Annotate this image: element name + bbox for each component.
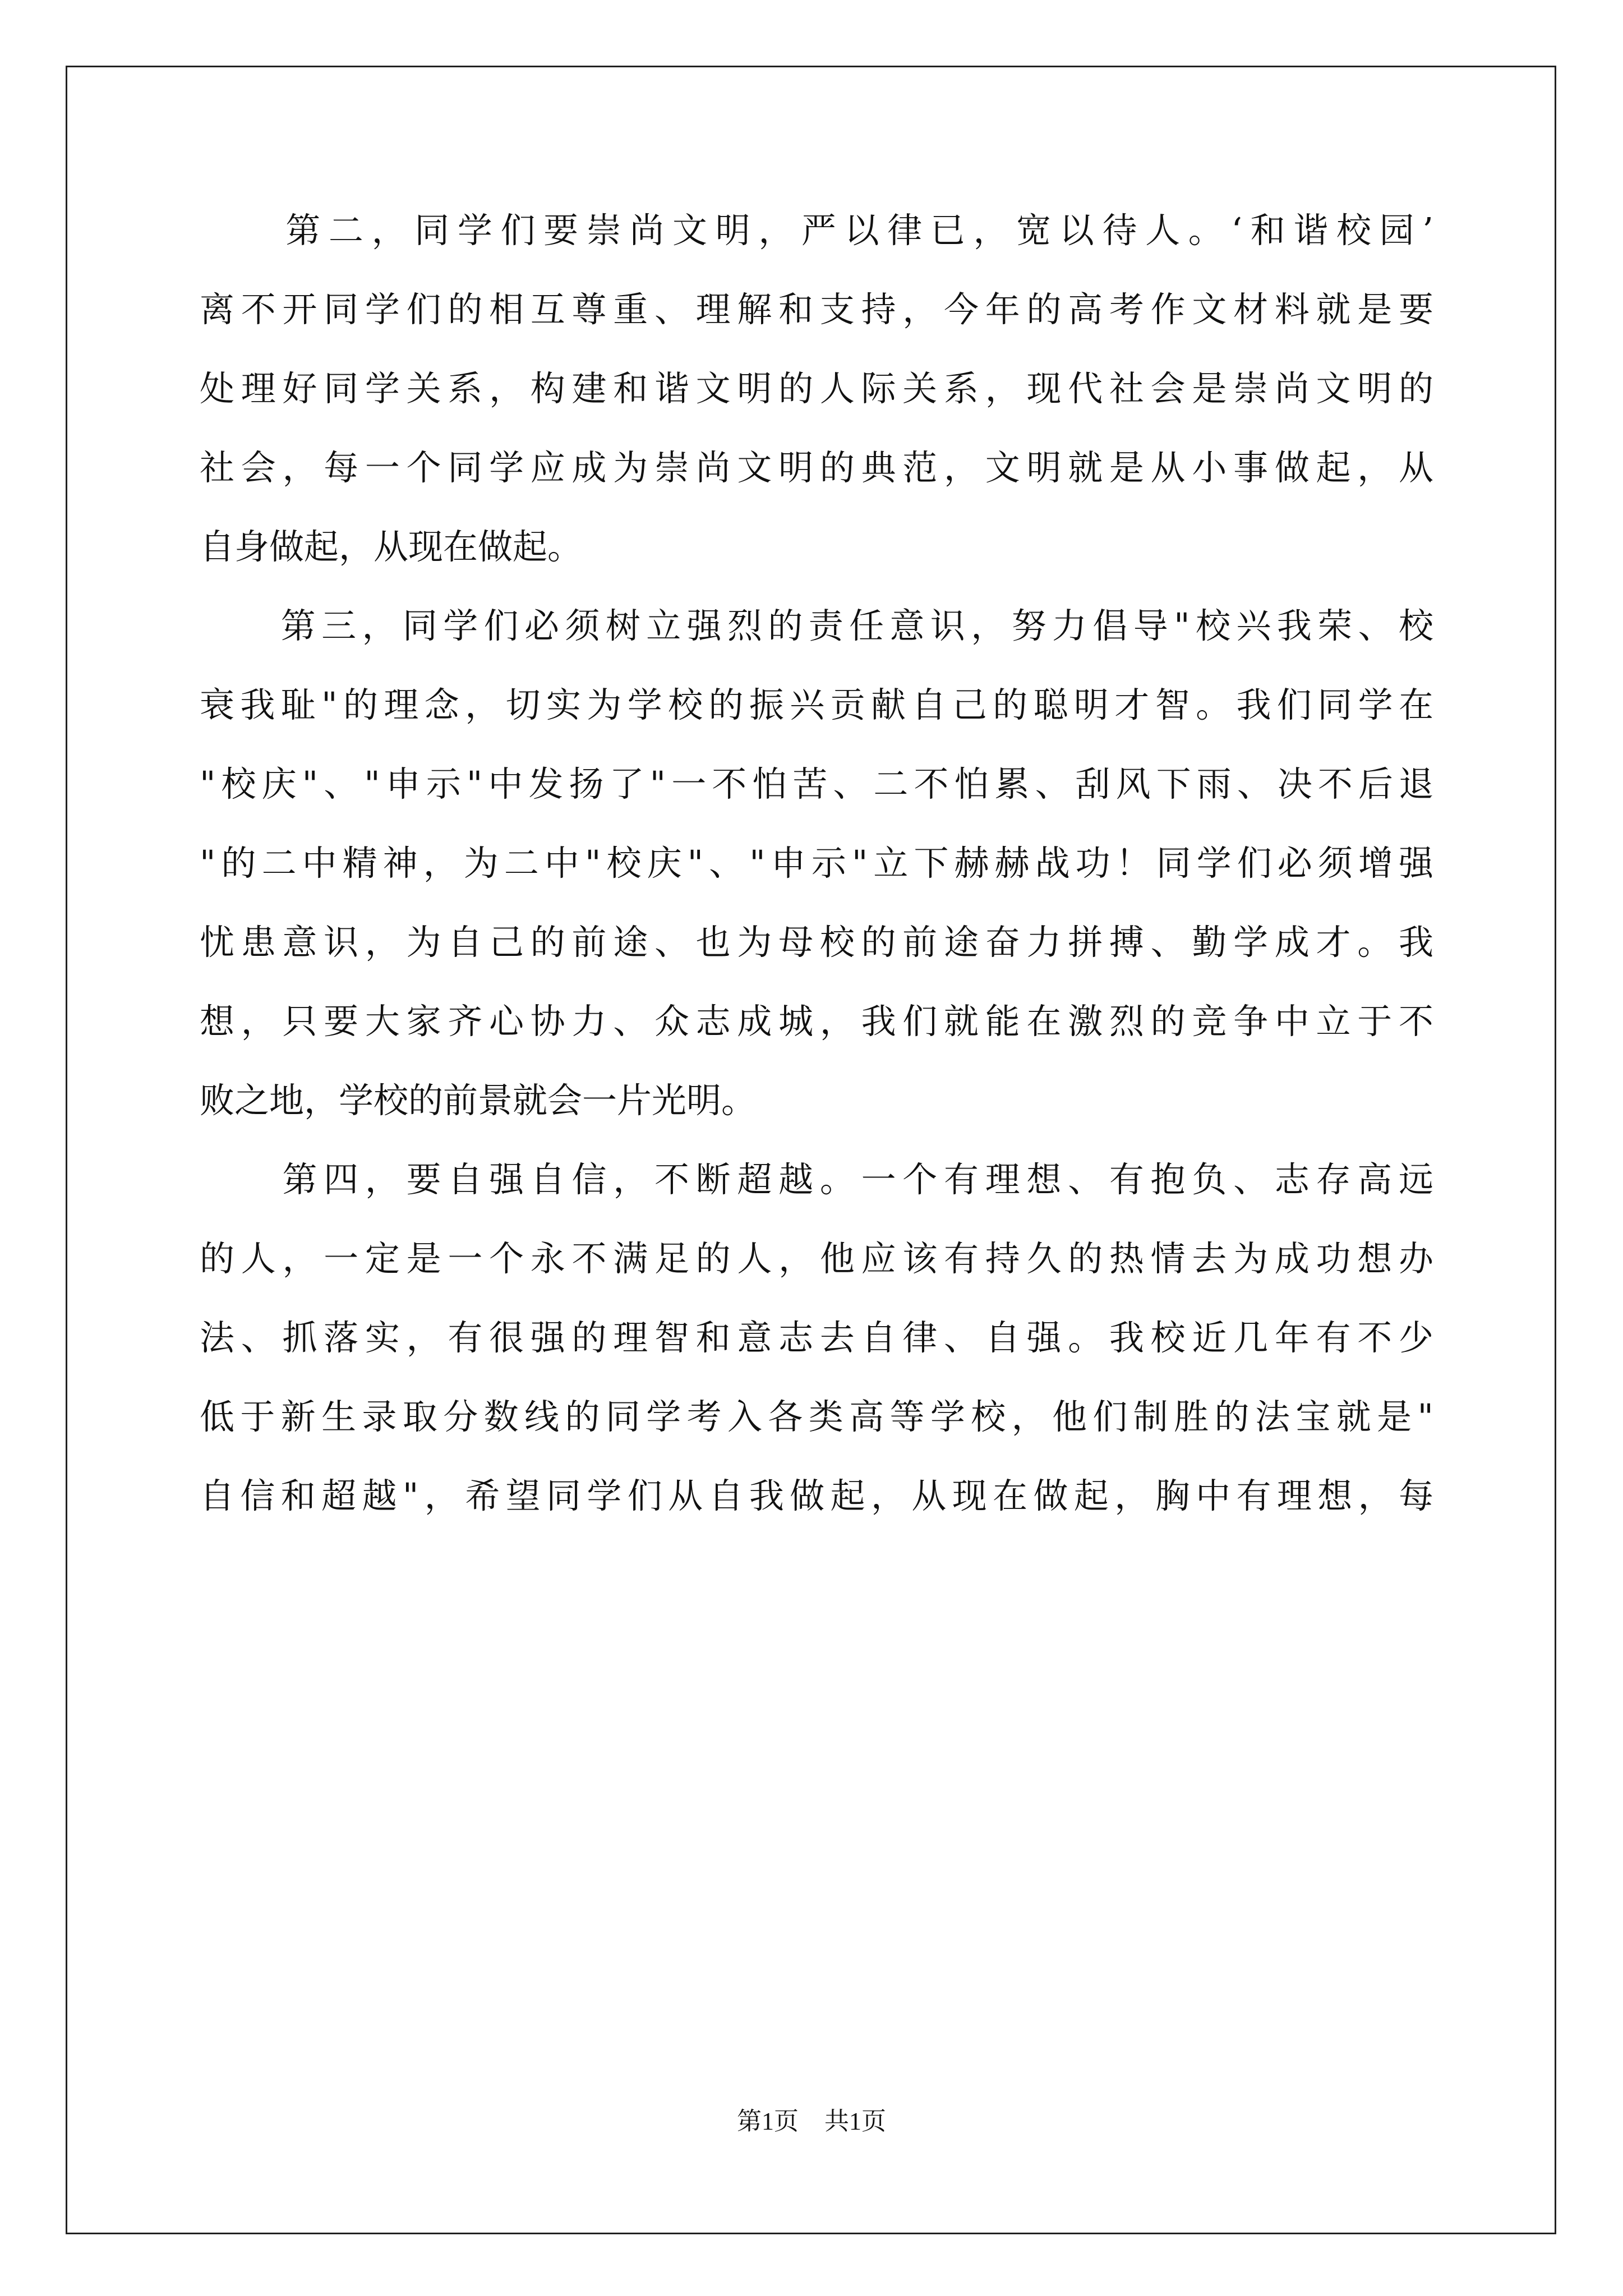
text-line: 低于新生录取分数线的同学考入各类高等学校，他们制胜的法宝就是" [200,1396,1433,1437]
text-line: 第二，同学们要崇尚文明，严以律已，宽以待人。‘和谐校园’ [200,210,1433,251]
text-line: 自信和超越"，希望同学们从自我做起，从现在做起，胸中有理想，每 [200,1475,1433,1516]
text-line: 离不开同学们的相互尊重、理解和支持，今年的高考作文材料就是要 [200,289,1433,330]
text-line: 自身做起，从现在做起。 [200,526,583,567]
text-line: 处理好同学关系，构建和谐文明的人际关系，现代社会是崇尚文明的 [200,368,1433,409]
text-line: 的人，一定是一个永不满足的人，他应该有持久的热情去为成功想办 [200,1238,1433,1279]
text-line: 法、抓落实，有很强的理智和意志去自律、自强。我校近几年有不少 [200,1317,1433,1358]
text-line: 衰我耻"的理念，切实为学校的振兴贡献自己的聪明才智。我们同学在 [200,684,1433,725]
text-line: 忧患意识，为自己的前途、也为母校的前途奋力拼搏、勤学成才。我 [200,922,1433,963]
text-line: 社会，每一个同学应成为崇尚文明的典范，文明就是从小事做起，从 [200,447,1433,488]
text-line: "校庆"、"申示"中发扬了"一不怕苦、二不怕累、刮风下雨、决不后退 [200,763,1433,804]
text-line: 第三，同学们必须树立强烈的责任意识，努力倡导"校兴我荣、校 [200,605,1433,646]
text-line: "的二中精神，为二中"校庆"、"申示"立下赫赫战功！同学们必须增强 [200,843,1433,884]
text-line: 败之地，学校的前景就会一片光明。 [200,1080,757,1121]
document-body [200,191,1433,1535]
page-footer [0,2101,1623,2137]
page-number: 第1页 [737,2108,799,2135]
text-line: 第四，要自强自信，不断超越。一个有理想、有抱负、志存高远 [200,1159,1433,1200]
text-line: 想，只要大家齐心协力、众志成城，我们就能在激烈的竞争中立于不 [200,1001,1433,1042]
page-total: 共1页 [824,2108,886,2135]
